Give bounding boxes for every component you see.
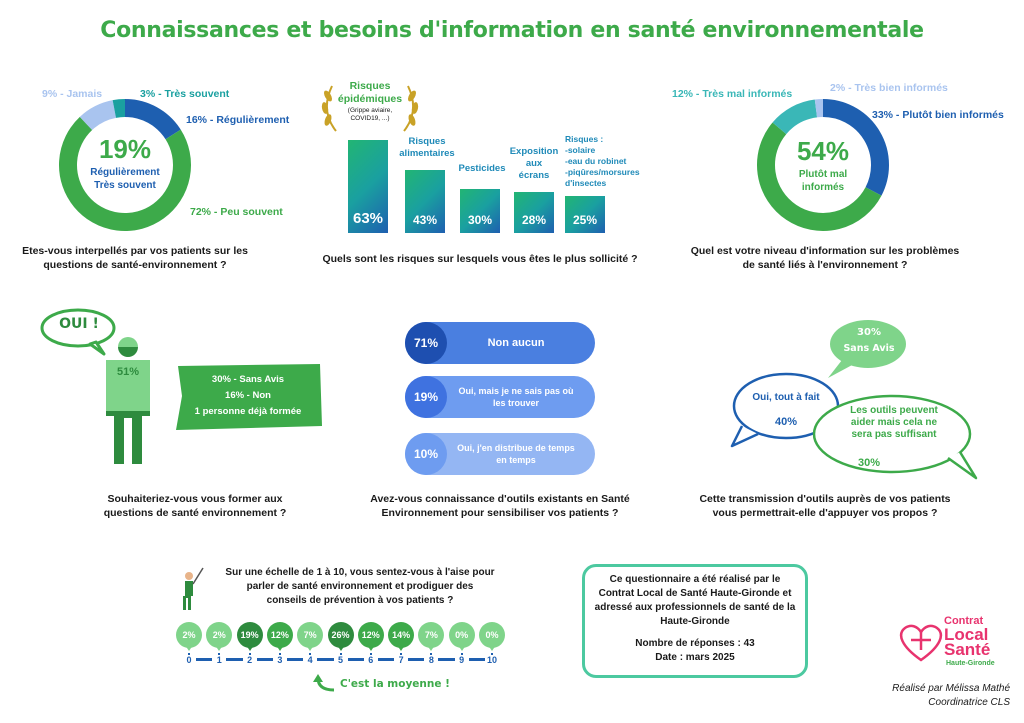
bar-label-risques-1: Risques : [565, 134, 604, 144]
moyenne-label: C'est la moyenne ! [340, 678, 450, 690]
person-figure-icon [98, 336, 158, 466]
scale-tick-label: 2 [243, 655, 257, 665]
scale-tick-label: 8 [424, 655, 438, 665]
logo-local: Local [944, 625, 989, 644]
aide-line-1: Les outils peuvent [850, 405, 938, 416]
option-non-aucun [405, 322, 595, 364]
donut-slice [125, 108, 173, 134]
option-ne-sais-pas-label-1: Oui, mais je ne sais pas où [458, 386, 574, 396]
scale-pin-tip [215, 645, 223, 651]
option-non-aucun-label: Non aucun [487, 337, 545, 349]
scale-pin-tip [246, 645, 254, 651]
sans-avis-label: Sans Avis [843, 343, 895, 354]
scale-pin-tip [337, 645, 345, 651]
donut3-label-tres-bien: 2% - Très bien informés [830, 82, 948, 94]
question-transmission: Cette transmission d'outils auprès de vos patients vous permettrait-elle d'appuyer vos propos ? [699, 493, 951, 519]
info-reponses: Nombre de réponses : 43 [635, 638, 755, 649]
scale-pin-tip [397, 645, 405, 651]
scale-pin: 2% [176, 622, 202, 648]
bar-1 [405, 170, 445, 233]
scale-tick-label: 1 [212, 655, 226, 665]
scale-pin-tip [488, 645, 496, 651]
scale-pin: 7% [297, 622, 323, 648]
info-line-4: Haute-Gironde [660, 616, 730, 627]
scale-pin-tip [367, 645, 375, 651]
scale-tick-label: 9 [455, 655, 469, 665]
info-line-3: adressé aux professionnels de santé de la [594, 602, 796, 613]
donut3-label-plutot-bien: 33% - Plutôt bien informés [872, 109, 1004, 121]
donut1-label-regulierement: 16% - Régulièrement [186, 114, 290, 126]
aide-pct: 30% [857, 457, 881, 469]
bubble-oui: OUI ! [59, 316, 99, 332]
logo-haute-gironde: Haute-Gironde [946, 660, 995, 667]
donut1-center-pct: 19% [98, 134, 152, 164]
note-non: 16% - Non [225, 390, 271, 401]
bar-value-label: 63% [352, 210, 384, 227]
option-ne-sais-pas-label-2: les trouver [492, 398, 540, 408]
scale-pin: 2% [206, 622, 232, 648]
bar-2 [460, 189, 500, 233]
donut1-label-jamais: 9% - Jamais [42, 88, 103, 100]
scale-pin-tip [427, 645, 435, 651]
scale-tick-label: 10 [486, 655, 497, 665]
donut1-center-label-2: Très souvent [94, 180, 156, 191]
donut1-label-peu-souvent: 72% - Peu souvent [190, 206, 283, 218]
scale-tick-label: 3 [273, 655, 287, 665]
info-date: Date : mars 2025 [655, 652, 735, 663]
bar-value-label: 28% [521, 212, 547, 227]
echelle-question-3: conseils de prévention à vos patients ? [266, 595, 454, 606]
badge-title-1: Risques [349, 80, 391, 92]
bar-value-label: 43% [412, 212, 438, 227]
aide-line-3: sera pas suffisant [851, 429, 937, 440]
question-risques: Quels sont les risques sur lesquels vous êtes le plus sollicité ? [322, 253, 638, 265]
option-distribue-pct: 10% [405, 433, 447, 475]
oui-label: Oui, tout à fait [752, 392, 820, 403]
note-sans-avis: 30% - Sans Avis [211, 374, 285, 385]
scale-pin: 26% [328, 622, 354, 648]
badge-sub-1: (Grippe aviaire, [347, 107, 393, 114]
echelle-question-2: parler de santé environnement et prodiguer des [246, 581, 474, 592]
option-distribue-label-1: Oui, j'en distribue de temps [457, 443, 575, 453]
donut-chart-interpellation [55, 95, 195, 235]
note-formee: 1 personne déjà formée [194, 406, 302, 417]
echelle-question-1: Sur une échelle de 1 à 10, vous sentez-vous à l'aise pour [225, 567, 495, 578]
donut3-center-label-2: informés [801, 182, 845, 193]
scale-pin-tip [306, 645, 314, 651]
arrow-curve-icon [312, 672, 338, 694]
bar-label-exposition-1: Exposition [509, 146, 559, 157]
scale-tick-label: 7 [394, 655, 408, 665]
scale-pin: 0% [449, 622, 475, 648]
scale-tick-label: 4 [303, 655, 317, 665]
bar-value-label: 30% [467, 212, 493, 227]
bar-label-risques-2: -solaire [565, 145, 596, 155]
scale-pin: 0% [479, 622, 505, 648]
scale-tick-label: 6 [364, 655, 378, 665]
bar-0 [348, 140, 388, 233]
golfer-icon [175, 566, 205, 612]
logo-heart-icon [895, 620, 947, 664]
formation-pct: 51% [116, 366, 140, 378]
bar-label-risques-5: d'insectes [565, 178, 607, 188]
oui-pct: 40% [774, 416, 798, 428]
donut1-label-tres-souvent: 3% - Très souvent [140, 88, 230, 100]
info-line-1: Ce questionnaire a été réalisé par le [609, 574, 781, 585]
question-formation: Souhaiteriez-vous vous former aux questions de santé environnement ? [103, 493, 287, 519]
bar-label-alimentaires-2: alimentaires [399, 148, 455, 159]
logo-contrat: Contrat [944, 615, 984, 627]
credit-role: Coordinatrice CLS [928, 697, 1010, 708]
question-outils: Avez-vous connaissance d'outils existants en Santé Environnement pour sensibiliser vos patients ? [370, 493, 630, 519]
scale-pin: 12% [267, 622, 293, 648]
option-ne-sais-pas-pct: 19% [405, 376, 447, 418]
donut3-label-tres-mal: 12% - Très mal informés [672, 88, 793, 100]
scale-pin-tip [458, 645, 466, 651]
scale-pin-tip [276, 645, 284, 651]
option-distribue-label-2: en temps [496, 455, 536, 465]
scale-tick-label: 5 [334, 655, 348, 665]
option-ne-sais-pas [405, 376, 595, 418]
aide-line-2: aider mais cela ne [850, 417, 938, 428]
logo-sante: Santé [944, 640, 991, 659]
donut-slice [86, 109, 114, 123]
question-interpellation: Etes-vous interpellés par vos patients sur les questions de santé-environnement ? [22, 245, 248, 271]
bar-label-alimentaires-1: Risques [408, 136, 446, 147]
scale-pin-tip [185, 645, 193, 651]
credit-author: Réalisé par Mélissa Mathé [892, 683, 1010, 694]
badge-title-2: épidémiques [337, 93, 403, 105]
scale-pin: 19% [237, 622, 263, 648]
bar-label-exposition-3: écrans [518, 170, 550, 181]
option-non-aucun-pct: 71% [405, 322, 447, 364]
donut-slice [114, 108, 125, 109]
bar-4 [565, 196, 605, 233]
scale-pin: 14% [388, 622, 414, 648]
bar-label-risques-3: -eau du robinet [565, 156, 627, 166]
info-box [582, 564, 808, 678]
donut3-center-label-1: Plutôt mal [798, 169, 848, 180]
bar-label-exposition-2: aux [525, 158, 543, 169]
sans-avis-pct: 30% [857, 327, 881, 338]
donut-slice [779, 108, 816, 128]
question-information: Quel est votre niveau d'information sur les problèmes de santé liés à l'environnement ? [690, 245, 960, 271]
option-distribue [405, 433, 595, 475]
badge-sub-2: COVID19, ...) [350, 115, 390, 122]
bar-value-label: 25% [572, 212, 598, 227]
page-title: Connaissances et besoins d'information en santé environnementale [100, 18, 924, 43]
bar-label-pesticides: Pesticides [458, 163, 506, 174]
scale-tick-label: 0 [182, 655, 196, 665]
info-line-2: Contrat Local de Santé Haute-Gironde et [598, 588, 792, 599]
donut1-center-label-1: Régulièrement [90, 167, 160, 178]
bar-label-risques-4: -piqûres/morsures [565, 167, 640, 177]
bar-3 [514, 192, 554, 233]
scale-pin: 12% [358, 622, 384, 648]
scale-pin: 7% [418, 622, 444, 648]
donut3-center-pct: 54% [796, 136, 850, 166]
